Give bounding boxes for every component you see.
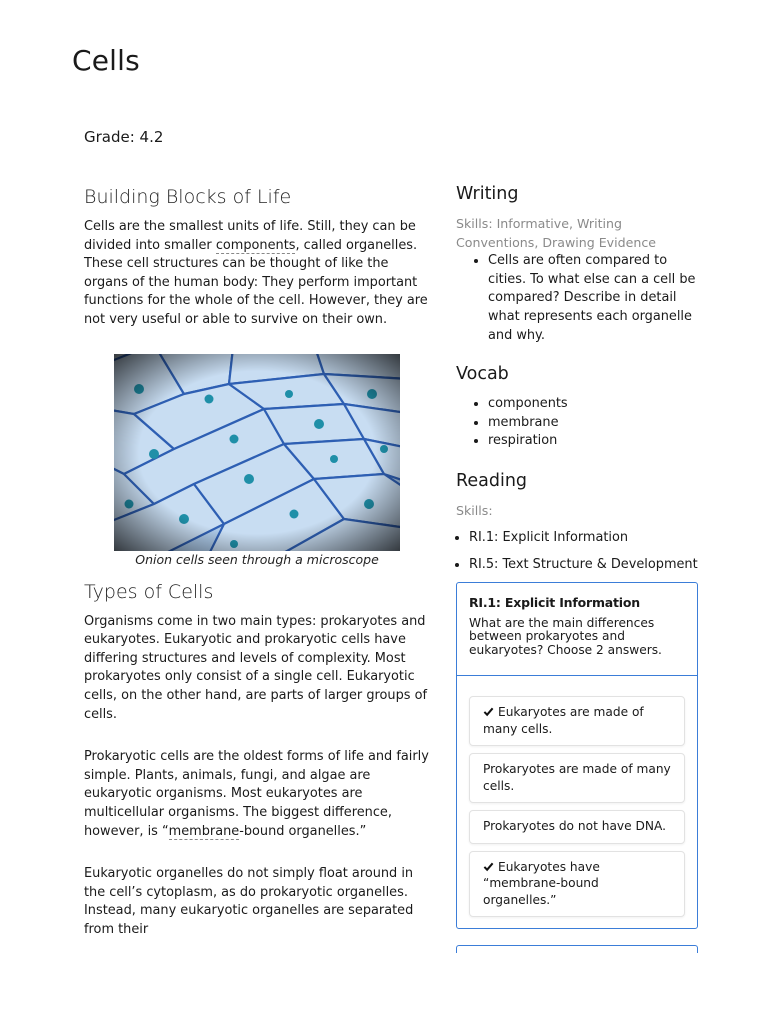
- quiz-card: [456, 582, 698, 930]
- answer-option[interactable]: Eukaryotes have “membrane-bound organelles.”: [469, 851, 685, 918]
- section-heading-types-of-cells: Types of Cells: [84, 580, 214, 603]
- vocab-link-components[interactable]: components: [215, 237, 296, 253]
- paragraph-types-1: Organisms come in two main types: prokaryotes and eukaryotes. Eukaryotic and prokaryotic cells have differing structures and levels of complexity. Most prokaryotes only consist of a single cell. Eukaryotic cells, on the other hand, are parts of larger groups of cells.: [84, 613, 428, 722]
- vocab-item[interactable]: • components: [488, 395, 701, 414]
- vocab-link-membrane[interactable]: membrane: [168, 823, 240, 839]
- list-item: • RI.1: Explicit Information: [469, 524, 701, 551]
- checkmark-icon: [483, 861, 494, 872]
- vocab-item[interactable]: • respiration: [488, 432, 701, 451]
- figure-caption: Onion cells seen through a microscope: [135, 551, 379, 567]
- quiz-question: What are the main differences between prokaryotes and eukaryotes? Choose 2 answers.: [469, 615, 662, 657]
- reading-standards: [456, 524, 701, 578]
- writing-prompts: [456, 252, 701, 345]
- vocab-heading: Vocab: [456, 364, 509, 385]
- paragraph-types-3: Eukaryotic organelles do not simply float around in the cell’s cytoplasm, as do prokaryotic organelles. Instead, many eukaryotic organelles are separated from their: [84, 866, 414, 937]
- quiz-answers: [457, 676, 697, 928]
- writing-heading: Writing: [456, 184, 519, 204]
- main-article: [84, 186, 430, 939]
- checkmark-icon: [483, 706, 494, 717]
- paragraph-types-2: Prokaryotic cells are the oldest forms of life and fairly simple. Plants, animals, fungi, and algae are eukaryotic organisms. Most eukaryotes are multicellular organisms. The biggest difference, however, is “membrane-bound organelles.”: [84, 749, 429, 839]
- vocab-item[interactable]: • membrane: [488, 414, 701, 433]
- quiz-header: [457, 583, 697, 677]
- list-item: • Cells are often compared to cities. To what else can a cell be compared? Describe in detail what represents each organelle and why.: [488, 252, 701, 345]
- vocab-list: [456, 395, 701, 451]
- sidebar: [456, 184, 701, 953]
- section-heading-building-blocks: Building Blocks of Life: [84, 186, 292, 208]
- onion-cells-image: [114, 354, 400, 551]
- answer-option[interactable]: Prokaryotes do not have DNA.: [469, 810, 685, 844]
- answer-option[interactable]: Eukaryotes are made of many cells.: [469, 696, 685, 746]
- next-quiz-card: [456, 945, 698, 953]
- answer-option[interactable]: Prokaryotes are made of many cells.: [469, 753, 685, 803]
- writing-skills: Skills: Informative, Writing Conventions, Drawing Evidence: [456, 216, 657, 250]
- page-title: Cells: [72, 44, 140, 77]
- reading-heading: Reading: [456, 470, 528, 491]
- paragraph-building-blocks: Cells are the smallest units of life. Still, they can be divided into smaller components, called organelles. These cell structures can be thought of like the organs of the human body: They perform important functions for the whole of the cell. However, they are not very useful or able to survive on their own.: [84, 219, 428, 327]
- list-item: • RI.5: Text Structure & Development: [469, 551, 701, 578]
- grade-label: Grade: 4.2: [84, 128, 164, 146]
- figure: [84, 354, 430, 567]
- reading-skills: Skills:: [456, 502, 493, 518]
- quiz-title: RI.1: Explicit Information: [469, 594, 640, 610]
